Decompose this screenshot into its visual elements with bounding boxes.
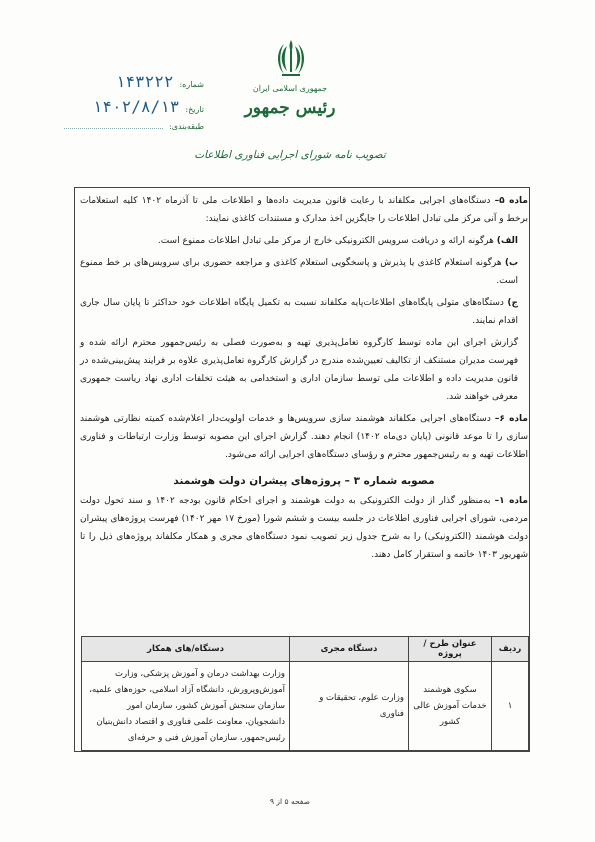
projects-table [81,636,529,751]
meta-number-label: شماره: [179,80,204,89]
table-header-row [82,637,529,662]
section-title: مصوبه شماره ۳ – پروژه‌های پیشران دولت هوشمند [173,475,435,487]
col-header-row-number: ردیف [492,637,529,662]
iran-emblem-icon [276,38,306,80]
meta-number [64,72,204,91]
meta-date-value: ۱۴۰۲/۸/۱۳ [92,97,180,116]
article-1: ماده ۱– به‌منظور گذار از دولت الکترونیکی به دولت هوشمند و اجرای احکام قانون بودجه ۱۴۰۲ و سند تحول دولت مردمی، شورای اجرایی فناوری اطلاعات در جلسه بیست و ششم شورا (مورخ ۱۷ مهر ۱۴۰۲) فهرست پروژه‌های پیشران دولت هوشمند (الکترونیکی) را به شرح جدول زیر تصویب نمود دستگاه‌های مجری و همکار مکلفاند پروژه‌های ذیل را تا شهریور ۱۴۰۳ خاتمه و استقرار کامل دهند. [80,496,528,560]
header-office: رئیس جمهور [244,98,336,118]
article-5-clause-b: ب) هرگونه استعلام کاغذی یا پذیرش و پاسخگویی استعلام کاغذی و مراجعه حضوری برای سرویس‌های بر خط ممنوع است. [80,258,518,286]
col-header-executor: دستگاه مجری [290,637,409,662]
cell-cooperators: وزارت بهداشت درمان و آموزش پزشکی، وزارت آموزش‌وپرورش، دانشگاه آزاد اسلامی، حوزه‌های علمیه، سازمان سنجش آموزش کشور، سازمان امور دانشجویان، معاونت علمی فناوری و اقتصاد دانش‌بنیان رئیس‌جمهور، سازمان آموزش فنی و حرفه‌ای [82,662,290,751]
meta-classification [64,122,204,132]
page-number: صفحه ۵ از ۹ [270,797,310,806]
col-header-project: عنوان طرح /پروژه [409,637,492,662]
cell-project: سکوی هوشمند خدمات آموزش عالی کشور [409,662,492,751]
col-header-cooperators: دستگاه/های همکار [82,637,290,662]
header-country: جمهوری اسلامی ایران [252,84,328,93]
article-5-report: گزارش اجرای این ماده توسط کارگروه تعامل‌پذیری تهیه و به‌صورت فصلی به رئیس‌جمهور محترم ارائه شده و فهرست مدیران مستنکف از تکالیف تعیین‌شده مندرج در گزارش کارگروه تعامل‌پذیری علاوه بر فرایند پیش‌بینی‌شده در قانون مدیریت داده و اطلاعات ملی توسط سازمان اداری و استخدامی به هیئت تخلفات اداری نهاد ریاست جمهوری معرفی خواهند شد. [80,338,518,402]
header-subtitle: تصویب نامه شورای اجرایی فناوری اطلاعات [194,149,386,161]
article-5-clause-c: ج) دستگاه‌های متولی پایگاه‌های اطلاعات‌پایه مکلفاند نسبت به تکمیل پایگاه اطلاعات خود حداکثر تا پایان سال جاری اقدام نمایند. [80,298,518,326]
table-row [82,662,529,751]
document-body [80,192,528,568]
article-5-clause-a: الف) هرگونه ارائه و دریافت سرویس الکترونیکی خارج از مرکز ملی تبادل اطلاعات ممنوع است. [157,236,518,246]
cell-row-number: ۱ [492,662,529,751]
meta-classification-label: طبقه‌بندی: [169,122,204,131]
article-6: ماده ۶– دستگاه‌های اجرایی مکلفاند هوشمند سازی سرویس‌ها و خدمات اولویت‌دار اعلام‌شده کمیته نظارتی هوشمند سازی را تا موعد قانونی (پایان دی‌ماه ۱۴۰۲) انجام دهند. گزارش اجرای این مصوبه توسط وزارت ارتباطات و فناوری اطلاعات تهیه و به رئیس‌جمهور محترم و رؤسای دستگاه‌های اجرایی ارائه می‌شود. [80,414,528,460]
cell-executor: وزارت علوم، تحقیقات و فناوری [290,662,409,751]
meta-date [64,97,204,116]
meta-number-value: ۱۴۳۲۲۲ [115,72,174,91]
article-5: ماده ۵– دستگاه‌های اجرایی مکلفاند با رعایت قانون مدیریت داده‌ها و اطلاعات ملی تا آذرماه ۱۴۰۲ کلیه استعلامات برخط و آنی مرکز ملی تبادل اطلاعات را جایگزین اخذ مدارک و مستندات کاغذی نمایند: [80,196,528,224]
meta-date-label: تاریخ: [185,105,204,114]
meta-classification-blank [64,128,163,129]
